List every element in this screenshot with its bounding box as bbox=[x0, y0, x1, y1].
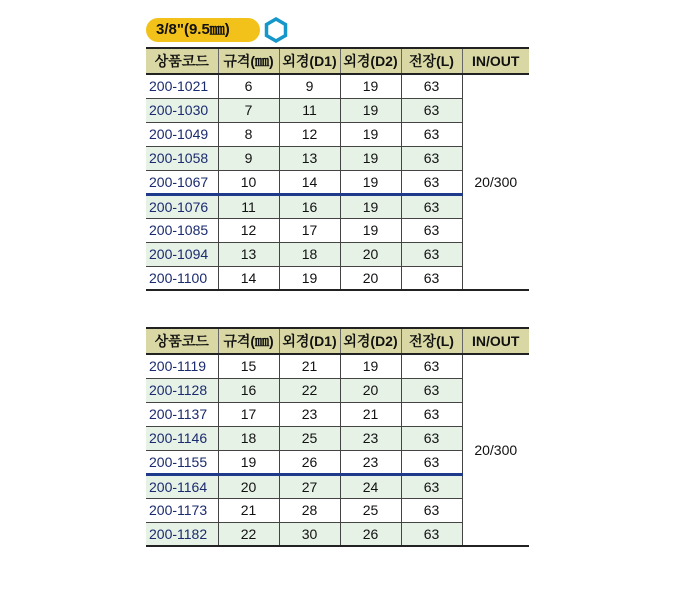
cell-code: 200-1164 bbox=[146, 474, 218, 498]
cell-size: 6 bbox=[218, 74, 279, 98]
cell-d1: 27 bbox=[279, 474, 340, 498]
cell-length: 63 bbox=[401, 122, 462, 146]
cell-code: 200-1067 bbox=[146, 170, 218, 194]
col-header-length: 전장(L) bbox=[401, 328, 462, 354]
col-header-inout: IN/OUT bbox=[462, 328, 529, 354]
hexagon-icon bbox=[263, 17, 289, 43]
size-badge bbox=[146, 18, 260, 42]
cell-length: 63 bbox=[401, 450, 462, 474]
cell-d2: 19 bbox=[340, 146, 401, 170]
col-header-size: 규격(㎜) bbox=[218, 328, 279, 354]
cell-size: 14 bbox=[218, 266, 279, 290]
cell-code: 200-1173 bbox=[146, 498, 218, 522]
cell-code: 200-1076 bbox=[146, 194, 218, 218]
col-header-d2: 외경(D2) bbox=[340, 328, 401, 354]
cell-d1: 13 bbox=[279, 146, 340, 170]
cell-length: 63 bbox=[401, 402, 462, 426]
spec-table-2 bbox=[146, 327, 529, 547]
cell-in-out: 20/300 bbox=[462, 74, 529, 290]
cell-length: 63 bbox=[401, 98, 462, 122]
cell-d1: 21 bbox=[279, 354, 340, 378]
cell-d2: 23 bbox=[340, 426, 401, 450]
cell-size: 8 bbox=[218, 122, 279, 146]
cell-length: 63 bbox=[401, 498, 462, 522]
cell-d1: 28 bbox=[279, 498, 340, 522]
cell-size: 7 bbox=[218, 98, 279, 122]
cell-d2: 20 bbox=[340, 242, 401, 266]
cell-length: 63 bbox=[401, 242, 462, 266]
cell-code: 200-1085 bbox=[146, 218, 218, 242]
cell-size: 10 bbox=[218, 170, 279, 194]
cell-d1: 12 bbox=[279, 122, 340, 146]
cell-d2: 19 bbox=[340, 98, 401, 122]
cell-d2: 21 bbox=[340, 402, 401, 426]
cell-d2: 23 bbox=[340, 450, 401, 474]
cell-code: 200-1021 bbox=[146, 74, 218, 98]
col-header-d1: 외경(D1) bbox=[279, 328, 340, 354]
cell-d1: 14 bbox=[279, 170, 340, 194]
cell-length: 63 bbox=[401, 474, 462, 498]
cell-d2: 19 bbox=[340, 218, 401, 242]
cell-code: 200-1049 bbox=[146, 122, 218, 146]
cell-size: 18 bbox=[218, 426, 279, 450]
col-header-code: 상품코드 bbox=[146, 328, 218, 354]
table-header-row bbox=[146, 328, 529, 354]
cell-d2: 19 bbox=[340, 354, 401, 378]
cell-length: 63 bbox=[401, 170, 462, 194]
cell-size: 9 bbox=[218, 146, 279, 170]
cell-d1: 17 bbox=[279, 218, 340, 242]
cell-code: 200-1030 bbox=[146, 98, 218, 122]
cell-length: 63 bbox=[401, 378, 462, 402]
cell-size: 19 bbox=[218, 450, 279, 474]
cell-d1: 22 bbox=[279, 378, 340, 402]
cell-length: 63 bbox=[401, 266, 462, 290]
cell-code: 200-1100 bbox=[146, 266, 218, 290]
cell-size: 12 bbox=[218, 218, 279, 242]
col-header-code: 상품코드 bbox=[146, 48, 218, 74]
cell-code: 200-1058 bbox=[146, 146, 218, 170]
cell-size: 13 bbox=[218, 242, 279, 266]
cell-code: 200-1119 bbox=[146, 354, 218, 378]
cell-d1: 16 bbox=[279, 194, 340, 218]
table-header-row bbox=[146, 48, 529, 74]
cell-length: 63 bbox=[401, 218, 462, 242]
cell-d2: 25 bbox=[340, 498, 401, 522]
cell-d2: 19 bbox=[340, 122, 401, 146]
cell-d1: 18 bbox=[279, 242, 340, 266]
cell-size: 16 bbox=[218, 378, 279, 402]
cell-d2: 19 bbox=[340, 194, 401, 218]
col-header-inout: IN/OUT bbox=[462, 48, 529, 74]
cell-length: 63 bbox=[401, 194, 462, 218]
cell-d1: 26 bbox=[279, 450, 340, 474]
cell-d2: 20 bbox=[340, 266, 401, 290]
cell-code: 200-1155 bbox=[146, 450, 218, 474]
col-header-length: 전장(L) bbox=[401, 48, 462, 74]
cell-d2: 24 bbox=[340, 474, 401, 498]
cell-size: 15 bbox=[218, 354, 279, 378]
cell-size: 17 bbox=[218, 402, 279, 426]
cell-d1: 23 bbox=[279, 402, 340, 426]
size-label: 3/8"(9.5㎜) bbox=[156, 21, 230, 38]
cell-d1: 11 bbox=[279, 98, 340, 122]
col-header-d1: 외경(D1) bbox=[279, 48, 340, 74]
cell-code: 200-1094 bbox=[146, 242, 218, 266]
cell-size: 20 bbox=[218, 474, 279, 498]
cell-d2: 26 bbox=[340, 522, 401, 546]
cell-length: 63 bbox=[401, 426, 462, 450]
cell-code: 200-1137 bbox=[146, 402, 218, 426]
cell-d2: 19 bbox=[340, 74, 401, 98]
table-row bbox=[146, 354, 529, 378]
cell-d1: 30 bbox=[279, 522, 340, 546]
cell-d1: 25 bbox=[279, 426, 340, 450]
cell-length: 63 bbox=[401, 354, 462, 378]
cell-d1: 19 bbox=[279, 266, 340, 290]
cell-in-out: 20/300 bbox=[462, 354, 529, 546]
col-header-d2: 외경(D2) bbox=[340, 48, 401, 74]
col-header-size: 규격(㎜) bbox=[218, 48, 279, 74]
cell-length: 63 bbox=[401, 146, 462, 170]
cell-code: 200-1182 bbox=[146, 522, 218, 546]
cell-length: 63 bbox=[401, 522, 462, 546]
cell-size: 21 bbox=[218, 498, 279, 522]
table-row bbox=[146, 74, 529, 98]
cell-code: 200-1146 bbox=[146, 426, 218, 450]
spec-table-1 bbox=[146, 47, 529, 291]
cell-code: 200-1128 bbox=[146, 378, 218, 402]
cell-size: 11 bbox=[218, 194, 279, 218]
cell-d1: 9 bbox=[279, 74, 340, 98]
cell-size: 22 bbox=[218, 522, 279, 546]
cell-length: 63 bbox=[401, 74, 462, 98]
cell-d2: 19 bbox=[340, 170, 401, 194]
cell-d2: 20 bbox=[340, 378, 401, 402]
